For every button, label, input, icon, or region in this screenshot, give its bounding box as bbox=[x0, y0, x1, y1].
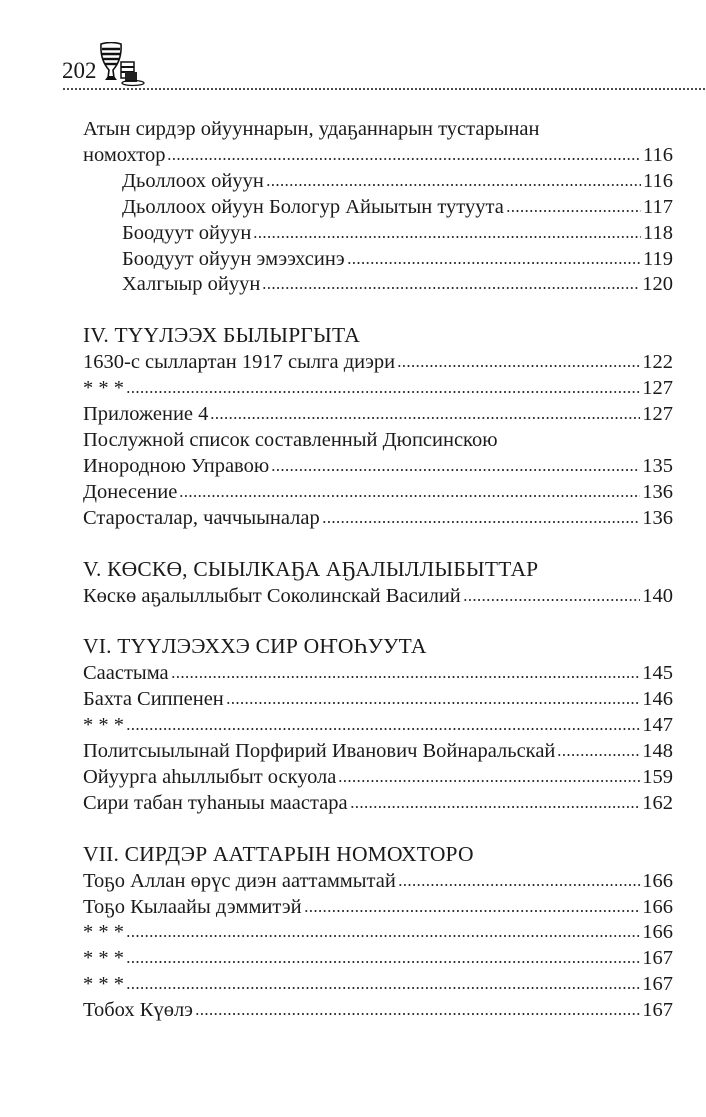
dot-leader bbox=[126, 960, 640, 964]
toc-page-number: 135 bbox=[642, 454, 673, 477]
dot-leader bbox=[167, 157, 641, 161]
toc-page-number: 127 bbox=[642, 403, 673, 426]
toc-entry bbox=[83, 454, 673, 480]
toc-entry-title: Бахта Сиппенен bbox=[83, 688, 224, 711]
toc-page-number: 159 bbox=[642, 765, 673, 788]
toc-section bbox=[83, 634, 673, 816]
toc-entry bbox=[83, 272, 673, 298]
dot-leader bbox=[266, 183, 641, 187]
page-number: 202 bbox=[62, 58, 97, 83]
toc-entry bbox=[83, 376, 673, 402]
toc-entry bbox=[83, 765, 673, 791]
toc-entry bbox=[83, 869, 673, 895]
toc-page-number: 145 bbox=[642, 662, 673, 685]
dot-leader bbox=[322, 520, 641, 524]
toc-entry-title: Көскө аҕалыллыбыт Соколинскай Василий bbox=[83, 584, 461, 607]
toc-entry bbox=[83, 895, 673, 921]
toc-entry-title: Ойуурга аһыллыбыт оскуола bbox=[83, 765, 337, 788]
dot-leader bbox=[397, 364, 640, 368]
dot-leader bbox=[126, 986, 640, 990]
dot-leader bbox=[557, 753, 640, 757]
vessels-emblem-icon bbox=[97, 42, 145, 88]
dot-leader bbox=[171, 675, 641, 679]
toc-entry bbox=[83, 791, 673, 817]
dot-leader bbox=[126, 390, 640, 394]
toc-entry bbox=[83, 350, 673, 376]
toc-entry-title-continuation: Инородною Управою bbox=[83, 454, 270, 477]
toc-entry-title: Донесение bbox=[83, 480, 178, 503]
toc-page-number: 118 bbox=[643, 221, 673, 244]
section-heading: VI. ТҮҮЛЭЭХХЭ СИР ОҤОҺУУТА bbox=[83, 634, 427, 659]
dot-leader bbox=[179, 494, 640, 498]
toc-section bbox=[83, 557, 673, 610]
toc-page-number: 146 bbox=[642, 688, 673, 711]
toc-page-number: 122 bbox=[642, 351, 673, 374]
toc-entry bbox=[83, 713, 673, 739]
toc-entry-title: Атын сирдэр ойууннарын, удаҕаннарын тустарынан bbox=[83, 118, 540, 140]
toc-entry-title: Халгыыр ойуун bbox=[122, 273, 261, 296]
toc-entry-title: 1630-с сыллартан 1917 сылга диэри bbox=[83, 351, 396, 374]
dot-leader bbox=[347, 261, 641, 265]
toc-page-number: 117 bbox=[643, 195, 673, 218]
toc-entry bbox=[83, 169, 673, 195]
section-heading: IV. ТҮҮЛЭЭХ БЫЛЫРГЫТА bbox=[83, 323, 360, 348]
toc-entry bbox=[83, 739, 673, 765]
toc-page-number: 167 bbox=[642, 973, 673, 996]
toc-entry-title: Старосталар, чаччыыналар bbox=[83, 506, 320, 529]
dot-leader bbox=[195, 1012, 640, 1016]
toc-entry bbox=[83, 402, 673, 428]
toc-page-number: 148 bbox=[642, 740, 673, 763]
toc-entry-title: Послужной список составленный Дюпсинскою bbox=[83, 428, 498, 451]
toc-page-number: 120 bbox=[642, 273, 673, 296]
toc-entry-title: * * * bbox=[83, 714, 124, 737]
dot-leader bbox=[463, 598, 640, 602]
dot-leader bbox=[126, 727, 640, 731]
toc-page-number: 116 bbox=[643, 169, 673, 192]
toc-entry-title: Боодуут ойуун эмээхсинэ bbox=[122, 247, 345, 270]
dot-leader bbox=[253, 235, 641, 239]
toc-section bbox=[83, 323, 673, 531]
toc-page-number: 116 bbox=[643, 143, 673, 166]
dot-leader bbox=[262, 286, 640, 290]
dot-leader bbox=[271, 468, 640, 472]
toc-page-number: 140 bbox=[642, 584, 673, 607]
toc-entry bbox=[83, 920, 673, 946]
toc-page-number: 119 bbox=[643, 247, 673, 270]
toc-page-number: 167 bbox=[642, 999, 673, 1022]
toc-entry bbox=[83, 584, 673, 610]
toc-entry bbox=[83, 221, 673, 247]
toc-section bbox=[83, 842, 673, 1024]
toc-entry bbox=[83, 143, 673, 169]
table-of-contents bbox=[83, 117, 673, 1024]
toc-entry bbox=[83, 998, 673, 1024]
toc-entry bbox=[83, 946, 673, 972]
dot-leader bbox=[126, 934, 640, 938]
toc-entry bbox=[83, 480, 673, 506]
toc-entry-title: Тоҕо Кылаайы дэммитэй bbox=[83, 895, 302, 918]
dot-leader bbox=[398, 883, 640, 887]
toc-entry-title: * * * bbox=[83, 921, 124, 944]
dot-leader bbox=[304, 909, 641, 913]
toc-entry-title-continuation: номохтор bbox=[83, 143, 166, 166]
toc-entry bbox=[83, 687, 673, 713]
toc-entry-title: * * * bbox=[83, 377, 124, 400]
toc-page-number: 127 bbox=[642, 377, 673, 400]
toc-page-number: 162 bbox=[642, 791, 673, 814]
toc-page-number: 166 bbox=[642, 895, 673, 918]
toc-page-number: 166 bbox=[642, 921, 673, 944]
toc-entry-title: Сири табан туһаныы маастара bbox=[83, 791, 348, 814]
toc-page-number: 167 bbox=[642, 947, 673, 970]
toc-entry-title: Дьоллоох ойуун bbox=[122, 169, 264, 192]
toc-entry-title: Приложение 4 bbox=[83, 403, 209, 426]
toc-entry-title: * * * bbox=[83, 947, 124, 970]
toc-page-number: 147 bbox=[642, 714, 673, 737]
toc-entry bbox=[83, 195, 673, 221]
toc-entry bbox=[83, 506, 673, 532]
toc-entry-title: * * * bbox=[83, 973, 124, 996]
toc-entry bbox=[83, 247, 673, 273]
toc-entry-title: Тобох Күөлэ bbox=[83, 999, 193, 1022]
toc-section bbox=[83, 117, 673, 298]
toc-page-number: 136 bbox=[642, 480, 673, 503]
toc-entry-title: Боодуут ойуун bbox=[122, 221, 252, 244]
section-heading: VII. СИРДЭР ААТТАРЫН НОМОХТОРО bbox=[83, 841, 474, 866]
toc-page-number: 166 bbox=[642, 869, 673, 892]
dot-leader bbox=[338, 779, 640, 783]
toc-entry-title: Дьоллоох ойуун Бологур Айыытын тутуута bbox=[122, 195, 504, 218]
header-dotted-rule bbox=[62, 88, 706, 90]
toc-entry bbox=[83, 661, 673, 687]
toc-entry-title: Политсыылынай Порфирий Иванович Войнаральскай bbox=[83, 740, 556, 763]
toc-page-number: 136 bbox=[642, 506, 673, 529]
dot-leader bbox=[350, 805, 641, 809]
toc-entry-title: Тоҕо Аллан өрүс диэн ааттаммытай bbox=[83, 869, 396, 892]
section-heading: V. КӨСКӨ, СЫЫЛКАҔА АҔАЛЫЛЛЫБЫТТАР bbox=[83, 556, 539, 581]
dot-leader bbox=[506, 209, 641, 213]
dot-leader bbox=[210, 416, 640, 420]
toc-entry-title: Саастыма bbox=[83, 662, 169, 685]
toc-entry bbox=[83, 972, 673, 998]
dot-leader bbox=[226, 701, 640, 705]
